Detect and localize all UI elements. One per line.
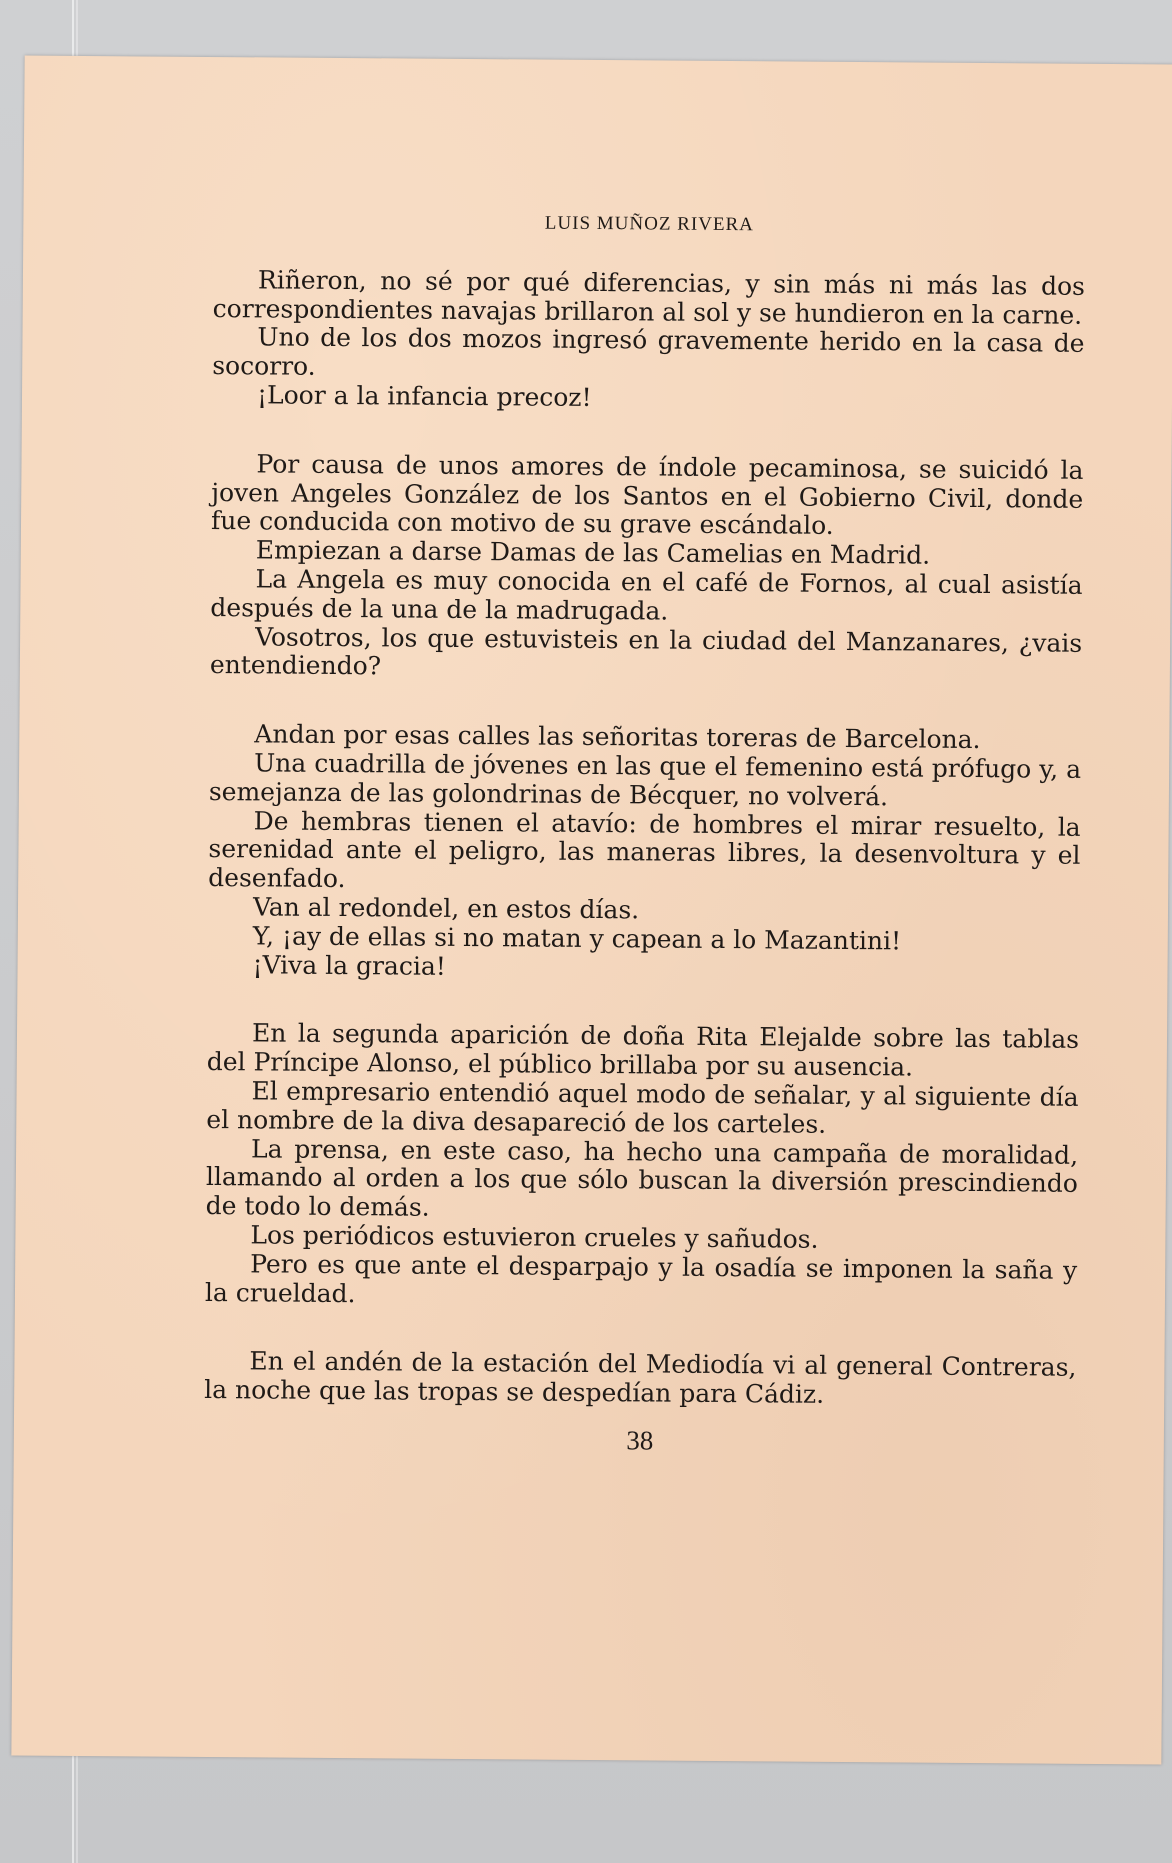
- running-head: LUIS MUÑOZ RIVERA: [544, 212, 755, 236]
- paragraph: Los periódicos estuvieron crueles y sañudos.: [250, 1220, 819, 1254]
- paragraph: La prensa, en este caso, ha hecho una campaña de moralidad, llamando al orden a los que sólo buscan la diversión prescindiendo de todo lo demás.: [205, 1133, 1079, 1222]
- book-page: [11, 56, 1172, 1765]
- paragraph: Y, ¡ay de ellas si no matan y capean a lo Mazantini!: [252, 921, 902, 956]
- paragraph: En la segunda aparición de doña Rita Elejalde sobre las tablas del Príncipe Alonso, el público brillaba por su ausencia.: [206, 1018, 1080, 1082]
- paragraph: Por causa de unos amores de índole pecaminosa, se suicidó la joven Angeles González de los Santos en el Gobierno Civil, donde fue conducida con motivo de su grave escándalo.: [210, 449, 1084, 541]
- text-section: [204, 1347, 1076, 1411]
- paragraph: La Angela es muy conocida en el café de Fornos, al cual asistía después de la una de la madrugada.: [210, 564, 1083, 626]
- paragraph: Una cuadrilla de jóvenes en las que el femenino está prófugo y, a semejanza de las golondrinas de Bécquer, no volverá.: [208, 748, 1082, 812]
- text-section: [205, 1019, 1079, 1314]
- page-content: [204, 207, 1086, 1458]
- paragraph: Van al redondel, en estos días.: [252, 892, 640, 925]
- paragraph: De hembras tienen el atavío: de hombres el mirar resuelto, la serenidad ante el peligro, las maneras libres, la desenvoltura y el desenfado.: [208, 805, 1081, 894]
- text-section: [212, 266, 1085, 417]
- paragraph: ¡Viva la gracia!: [252, 949, 446, 981]
- paragraph: Andan por esas calles las señoritas toreras de Barcelona.: [254, 719, 981, 755]
- paragraph: Vosotros, los que estuvisteis en la ciudad del Manzanares, ¿vais entendiendo?: [209, 621, 1083, 681]
- paragraph: El empresario entendió aquel modo de señalar, y al siguiente día el nombre de la diva desapareció de los carteles.: [206, 1076, 1079, 1139]
- paragraph: Uno de los dos mozos ingresó gravemente herido en la casa de socorro.: [212, 322, 1085, 381]
- paragraph: Pero es que ante el desparpajo y la osadía se imponen la saña y la crueldad.: [204, 1249, 1078, 1308]
- paragraph: En el andén de la estación del Mediodía vi al general Contreras, la noche que las tropas se despedían para Cádiz.: [204, 1346, 1077, 1409]
- paragraph: ¡Loor a la infancia precoz!: [256, 380, 592, 412]
- text-section: [210, 450, 1084, 687]
- page-number: 38: [626, 1425, 654, 1456]
- text-section: [207, 720, 1081, 986]
- paragraph: Empiezan a darse Damas de las Camelias en Madrid.: [255, 535, 931, 570]
- paragraph: Riñeron, no sé por qué diferencias, y sin más ni más las dos correspondientes navajas brillaron al sol y se hundieron en la carne.: [212, 265, 1086, 330]
